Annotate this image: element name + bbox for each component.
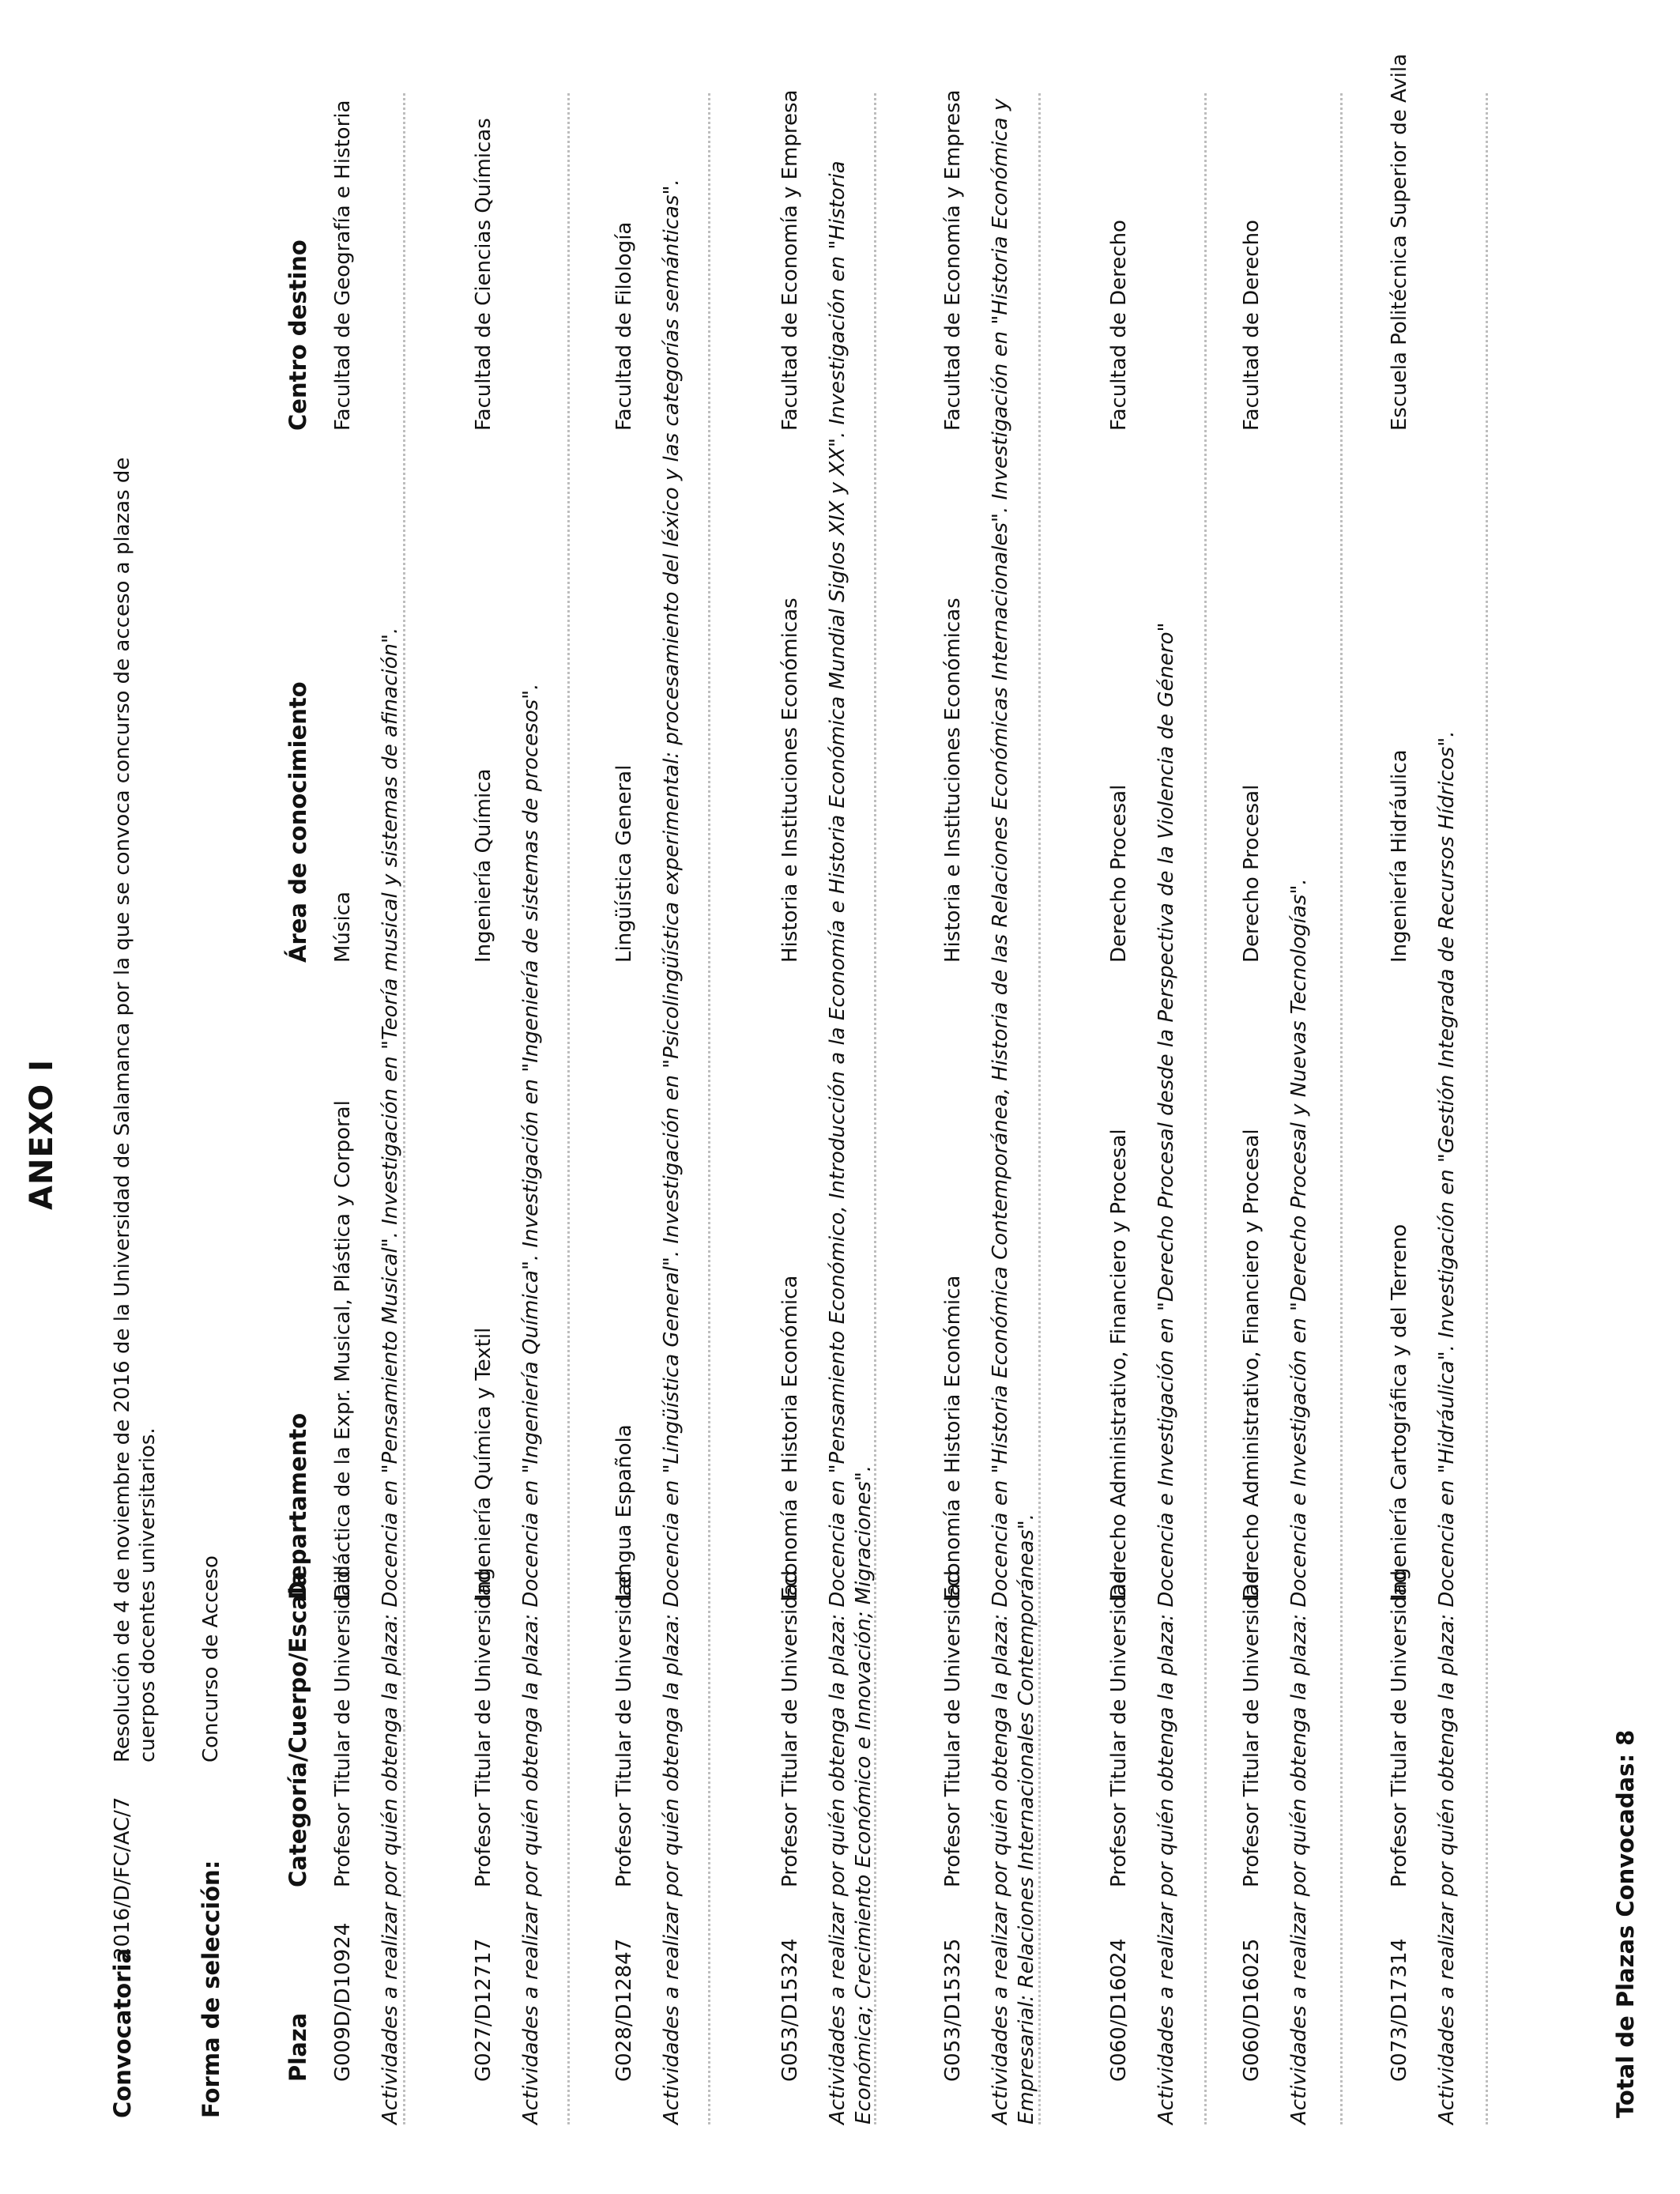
cell-categoria: Profesor Titular de Universidad — [778, 1570, 802, 1887]
cell-departamento: Economía e Historia Económica — [778, 1275, 802, 1600]
cell-plaza: G009D/D10924 — [331, 1922, 355, 2082]
cell-actividades: Actividades a realizar por quién obtenga la plaza: Docencia en "Lingüística General". Investigación en "Psicolingüística experimental: procesamiento del léxico y las categorías semánticas". — [660, 179, 684, 2124]
header-plaza: Plaza — [284, 2012, 311, 2082]
cell-centro: Facultad de Derecho — [1107, 220, 1131, 431]
header-departamento: Departamento — [284, 1412, 311, 1600]
forma-seleccion-label: Forma de selección: — [198, 1860, 224, 2118]
cell-categoria: Profesor Titular de Universidad — [941, 1570, 965, 1887]
cell-plaza: G053/D15325 — [941, 1938, 965, 2082]
cell-plaza: G053/D15324 — [778, 1938, 802, 2082]
row-divider — [403, 93, 405, 2124]
row-divider — [1038, 93, 1041, 2124]
cell-actividades: Actividades a realizar por quién obtenga la plaza: Docencia en "Pensamiento Económico, Introducción a la Economía e Historia Económica Mundial Siglos XIX y XX". Investigación en "Historia Económica; Crecimiento Económico e Innovación; Migraciones". — [826, 160, 876, 2124]
cell-area: Ingeniería Química — [472, 768, 495, 963]
cell-actividades: Actividades a realizar por quién obtenga la plaza: Docencia en "Hidráulica". Investigación en "Gestión Integrada de Recursos Hídricos". — [1435, 730, 1459, 2124]
cell-departamento: Derecho Administrativo, Financiero y Procesal — [1240, 1129, 1264, 1600]
row-divider — [1340, 93, 1343, 2124]
cell-plaza: G027/D12717 — [472, 1938, 495, 2082]
cell-actividades: Actividades a realizar por quién obtenga la plaza: Docencia en "Pensamiento Musical". Investigación en "Teoría musical y sistemas de afinación". — [379, 627, 402, 2124]
convocatoria-label: Convocatoria — [109, 1947, 136, 2118]
cell-departamento: Ingeniería Química y Textil — [472, 1327, 495, 1600]
cell-categoria: Profesor Titular de Universidad — [1240, 1570, 1264, 1887]
cell-area: Derecho Procesal — [1107, 784, 1131, 963]
cell-centro: Facultad de Economía y Empresa — [778, 89, 802, 431]
cell-area: Historia e Instituciones Económicas — [778, 598, 802, 963]
header-area: Área de conocimiento — [284, 681, 311, 963]
cell-categoria: Profesor Titular de Universidad — [1388, 1570, 1411, 1887]
cell-centro: Facultad de Derecho — [1240, 220, 1264, 431]
cell-centro: Facultad de Ciencias Químicas — [472, 118, 495, 431]
cell-centro: Facultad de Filología — [612, 221, 636, 431]
row-divider — [567, 93, 570, 2124]
cell-actividades: Actividades a realizar por quién obtenga la plaza: Docencia e Investigación en "Derecho Procesal y Nuevas Tecnologías". — [1287, 878, 1311, 2124]
cell-area: Ingeniería Hidráulica — [1388, 749, 1411, 963]
row-divider — [1204, 93, 1207, 2124]
cell-categoria: Profesor Titular de Universidad — [331, 1570, 355, 1887]
cell-categoria: Profesor Titular de Universidad — [472, 1570, 495, 1887]
convocatoria-text-line1: Resolución de 4 de noviembre de 2016 de la Universidad de Salamanca por la que se convoca concurso de acceso a plazas de — [111, 457, 134, 1762]
cell-area: Lingüística General — [612, 764, 636, 963]
cell-centro: Escuela Politécnica Superior de Avila — [1388, 53, 1411, 431]
total-plazas: Total de Plazas Convocadas: 8 — [1612, 1729, 1639, 2118]
cell-departamento: Ingeniería Cartográfica y del Terreno — [1388, 1223, 1411, 1600]
cell-centro: Facultad de Geografía e Historia — [331, 100, 355, 431]
row-divider — [1486, 93, 1488, 2124]
cell-actividades: Actividades a realizar por quién obtenga la plaza: Docencia en "Historia Económica Contemporánea, Historia de las Relaciones Económicas Internacionales". Investigación en "Historia Económica y Empresarial: Relaciones Internacionales Contemporáneas". — [989, 98, 1038, 2124]
cell-plaza: G028/D12847 — [612, 1938, 636, 2082]
cell-departamento: Economía e Historia Económica — [941, 1275, 965, 1600]
row-divider — [874, 93, 876, 2124]
cell-plaza: G060/D16024 — [1107, 1938, 1131, 2082]
cell-departamento: Lengua Española — [612, 1424, 636, 1600]
convocatoria-text-line2: cuerpos docentes universitarios. — [136, 1427, 160, 1762]
cell-categoria: Profesor Titular de Universidad — [612, 1570, 636, 1887]
cell-categoria: Profesor Titular de Universidad — [1107, 1570, 1131, 1887]
cell-plaza: G073/D17314 — [1388, 1938, 1411, 2082]
cell-actividades: Actividades a realizar por quién obtenga la plaza: Docencia en "Ingeniería Química". Investigación en "Ingeniería de sistemas de procesos". — [519, 683, 543, 2124]
page-title: ANEXO I — [24, 1059, 60, 1210]
cell-area: Música — [331, 892, 355, 963]
cell-actividades: Actividades a realizar por quién obtenga la plaza: Docencia e Investigación en "Derecho Procesal desde la Perspectiva de la Violencia de Género" — [1155, 622, 1178, 2124]
cell-centro: Facultad de Economía y Empresa — [941, 89, 965, 431]
cell-departamento: Didáctica de la Expr. Musical, Plástica y Corporal — [331, 1100, 355, 1600]
convocatoria-code: 2016/D/FC/AC/7 — [111, 1796, 134, 1960]
cell-area: Derecho Procesal — [1240, 784, 1264, 963]
header-categoria: Categoría/Cuerpo/Escala — [284, 1571, 311, 1887]
row-divider — [708, 93, 710, 2124]
cell-plaza: G060/D16025 — [1240, 1938, 1264, 2082]
forma-seleccion-value: Concurso de Acceso — [199, 1555, 223, 1762]
cell-departamento: Derecho Administrativo, Financiero y Procesal — [1107, 1129, 1131, 1600]
cell-area: Historia e Instituciones Económicas — [941, 598, 965, 963]
header-centro: Centro destino — [284, 239, 311, 431]
